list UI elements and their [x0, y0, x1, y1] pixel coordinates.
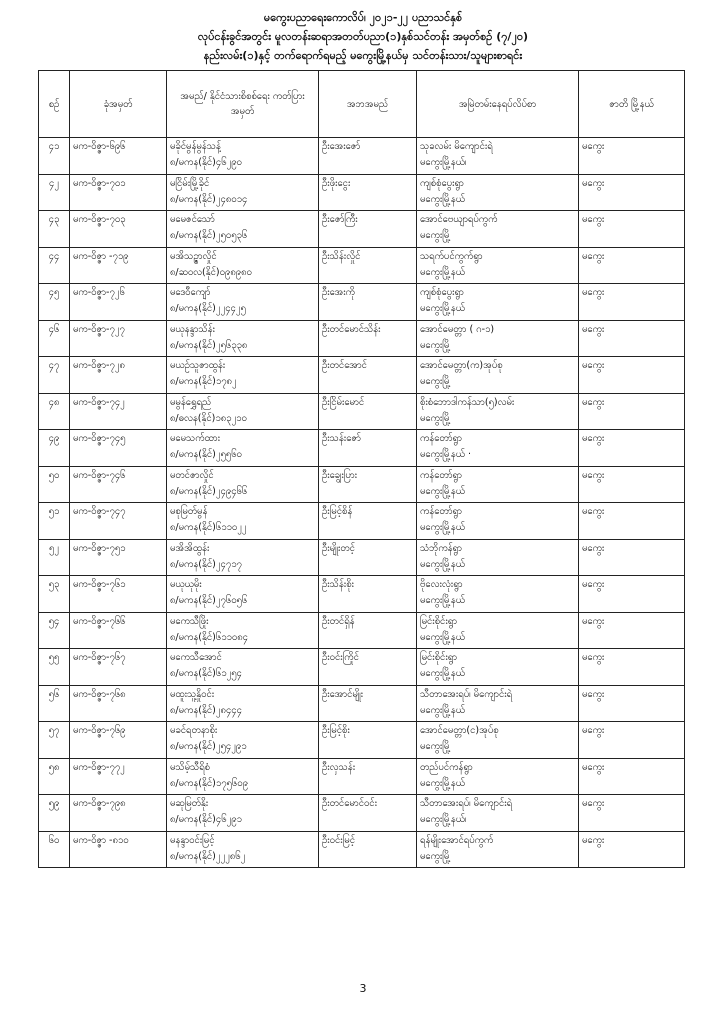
address-line-1: မြင်းစိုင်းရွာ [420, 615, 458, 627]
cell-serial-no: ၄၃ [39, 211, 70, 248]
cell-serial-no: ၅၉ [39, 795, 70, 832]
cell-seat-number: မက-ဝိဇ္ဇာ-၇၂၇ [70, 320, 167, 357]
table-header-row [39, 71, 685, 138]
nrc-number: ၈/မကန(နိုင်)၂၄၈၀၁၄ [170, 193, 248, 205]
nrc-number: ၈/မကန(နိုင်)၆၁၁၀၂၂ [170, 522, 247, 533]
cell-serial-no: ၄၂ [39, 174, 70, 211]
trainee-name: မယုယုမိုး [170, 579, 202, 590]
address-line-1: သံဘိုကန်ရွာ [420, 542, 462, 554]
table-row [39, 685, 685, 722]
nrc-number: ၈/မကန(နိုင်)၁၇၈၂ [170, 376, 237, 387]
trainee-name: မကေသီဖြိုး [170, 615, 209, 627]
table-body [39, 138, 685, 868]
header-line-2: လုပ်ငန်းခွင်အတွင်း မူလတန်းဆရာအတတ်ပညာ(၁)နှစ်သင်တန်း အမှတ်စဉ် (၇/၂၀) [197, 30, 529, 43]
nrc-number: ၈/မကန(နိုင်)၂၂၂၈၆၂ [170, 850, 246, 862]
cell-father-name: ဦးသိန်းစိုး [319, 576, 417, 613]
cell-address [417, 466, 579, 503]
header-line-3: နည်းလမ်း(၁)နှင့် တက်ရောက်ရမည့် မကွေးမြို့နယ်မှ သင်တန်းသား/သူများစာရင်း [203, 49, 523, 62]
cell-seat-number: မက-ဝိဇ္ဇာ-၇၂၈ [70, 357, 167, 394]
cell-serial-no: ၅၀ [39, 466, 70, 503]
cell-township: မကွေး [579, 795, 685, 832]
cell-serial-no: ၄၅ [39, 284, 70, 321]
address-line-1: အောင်မေတ္တာ(င)အုပ်စု [420, 725, 499, 736]
nrc-number: ၈/မကန(နိုင်)၄၆၂၉၀ [170, 157, 242, 168]
trainee-name: မတင်ဇာလှိုင် [170, 469, 214, 481]
address-line-1: ကန်တော်ရွာ [420, 506, 462, 517]
nrc-number: ၈/မကန(နိုင်)၆၁၂၅၄ [170, 668, 242, 679]
nrc-number: ၈/မကန(နိုင်)၂၈၄၄၄ [170, 704, 242, 716]
column-header-father: အဘအမည် [319, 71, 417, 138]
cell-seat-number: မက-ဝိဇ္ဇာ -၈၁၀ [70, 831, 167, 868]
address-line-1: သရက်ပင်ကွက်ရွာ [420, 250, 483, 262]
cell-name-nrc [167, 284, 319, 321]
trainee-name: မယဉ်သူဇာထွန်း [170, 360, 226, 371]
address-line-1: ရန်မျိုးအောင်ရပ်ကွက် [420, 834, 494, 846]
cell-name-nrc [167, 685, 319, 722]
address-line-1: ကျစ်စုံပွေးရွာ [420, 177, 464, 189]
nrc-number: ၈/မကန(နိုင်)၁၇၅၆၀၉ [170, 777, 248, 789]
cell-seat-number: မက-ဝိဇ္ဇာ-၇၆၉ [70, 722, 167, 759]
cell-address [417, 247, 579, 284]
cell-seat-number: မက-ဝိဇ္ဇာ-၇၀၁ [70, 174, 167, 211]
cell-address [417, 393, 579, 430]
cell-address [417, 758, 579, 795]
address-line-1: ကျစ်စုံပွေးရွာ [420, 287, 464, 298]
cell-father-name: ဦးမြင့်စိန် [319, 503, 417, 540]
cell-address [417, 795, 579, 832]
cell-address [417, 357, 579, 394]
address-line-2: မကွေးမြို့ [420, 376, 451, 387]
cell-father-name: ဦးအေးကို [319, 284, 417, 321]
cell-address [417, 612, 579, 649]
table-row [39, 393, 685, 430]
cell-father-name: ဦးမြင့်စိုး [319, 722, 417, 759]
cell-township: မကွေး [579, 649, 685, 686]
cell-address [417, 503, 579, 540]
cell-township: မကွေး [579, 393, 685, 430]
address-line-1: တည်ပင်ကန်ရွာ [420, 761, 473, 773]
cell-serial-no: ၅၈ [39, 758, 70, 795]
cell-address [417, 138, 579, 175]
cell-township: မကွေး [579, 357, 685, 394]
nrc-number: ၈/မကန(နိုင်)၂၂၄၄၂၅ [170, 303, 246, 314]
nrc-number: ၈/ဓလန(နိုင်)၁၈၃၂၁၀ [170, 412, 247, 424]
table-row [39, 284, 685, 321]
page-number: 3 [359, 982, 367, 995]
cell-name-nrc [167, 722, 319, 759]
address-line-1: သီတာအေးရပ်၊ မိကျောင်းရဲ [420, 798, 513, 809]
cell-township: မကွေး [579, 722, 685, 759]
cell-serial-no: ၅၁ [39, 503, 70, 540]
cell-name-nrc [167, 503, 319, 540]
cell-serial-no: ၅၇ [39, 722, 70, 759]
table-row [39, 722, 685, 759]
trainee-name: မစုမြတ်မွန် [170, 506, 208, 517]
table-row [39, 503, 685, 540]
address-line-1: ဗိုလေးလုံးရွာ [420, 579, 463, 590]
cell-father-name: ဦးဖိုးငွေး [319, 174, 417, 211]
trainee-name: မထူးသူ့နှိုဝင်း [170, 688, 215, 700]
cell-name-nrc [167, 320, 319, 357]
cell-township: မကွေး [579, 503, 685, 540]
cell-seat-number: မက-ဝိဇ္ဇာ-၇၉၈ [70, 795, 167, 832]
cell-father-name: ဦးသန်းဇော် [319, 430, 417, 467]
trainee-name: မငြိမ်းမြို့ခိုင် [170, 177, 210, 189]
table-row [39, 466, 685, 503]
address-line-2: မကွေးမြို့ [420, 412, 451, 424]
cell-father-name: ဦးအေးဇော် [319, 138, 417, 175]
table-row [39, 430, 685, 467]
address-line-2: မကွေးမြို့နယ် [420, 485, 465, 497]
cell-father-name: ဦးမျိုးတင့် [319, 539, 417, 576]
table-row [39, 211, 685, 248]
address-line-1: မြင်းစိုင်းရွာ [420, 652, 458, 663]
cell-father-name: ဦးတင်ရှိန် [319, 612, 417, 649]
address-line-2: မကွေးမြို့နယ် [420, 522, 465, 533]
address-line-2: မကွေးမြို့နယ် [420, 595, 465, 606]
nrc-number: ၈/မကန(နိုင်)၂၅၄၂၉၁ [170, 741, 247, 752]
cell-address [417, 685, 579, 722]
cell-name-nrc [167, 758, 319, 795]
trainee-table [38, 70, 685, 868]
trainee-name: မယုနန္ဒာသိန်း [170, 323, 215, 335]
cell-father-name: ဦးတင်အောင် [319, 357, 417, 394]
document-header [0, 8, 726, 65]
address-line-2: မကွေးမြို့နယ် [420, 558, 465, 570]
trainee-name: မခင်ရတနာစိုး [170, 725, 218, 736]
address-line-2: မကွေးမြို့ [420, 339, 451, 351]
trainee-name: မမေသက်ထား [170, 433, 220, 444]
nrc-number: ၈/ဆဝလ(နိုင်)၀၉၈၉၈၀ [170, 266, 252, 278]
cell-name-nrc [167, 247, 319, 284]
cell-father-name: ဦးလှသန်း [319, 758, 417, 795]
address-line-1: အောင်ဗေယျာရပ်ကွက် [420, 214, 498, 225]
cell-seat-number: မက-ဝိဇ္ဇာ-၇၄၇ [70, 503, 167, 540]
trainee-name: မကေသီအောင် [170, 652, 222, 663]
cell-seat-number: မက-ဝိဇ္ဇာ-၇၆၆ [70, 612, 167, 649]
column-header-address: အမြဲတမ်းနေရပ်လိပ်စာ [417, 71, 579, 138]
trainee-name: မမေဇင်သော် [170, 214, 215, 225]
cell-address [417, 722, 579, 759]
nrc-number: ၈/မကန(နိုင်)၄၆၂၉၁ [170, 814, 242, 825]
cell-township: မကွေး [579, 576, 685, 613]
nrc-number: ၈/မကန(နိုင်)၂၅၅၆၀ [170, 449, 242, 460]
trainee-name: မသိမ့်သီရိစံ [170, 761, 211, 773]
table-row [39, 247, 685, 284]
cell-address [417, 539, 579, 576]
cell-seat-number: မက-ဝိဇ္ဇာ-၇၄၆ [70, 466, 167, 503]
cell-serial-no: ၅၅ [39, 649, 70, 686]
cell-seat-number: မက-ဝိဇ္ဇာ-၇၇၂ [70, 758, 167, 795]
cell-serial-no: ၅၂ [39, 539, 70, 576]
cell-father-name: ဦးဝင်းမြင့် [319, 831, 417, 868]
table-row [39, 649, 685, 686]
cell-township: မကွေး [579, 758, 685, 795]
cell-serial-no: ၄၇ [39, 357, 70, 394]
table-row [39, 539, 685, 576]
cell-township: မကွေး [579, 174, 685, 211]
cell-address [417, 174, 579, 211]
column-header-no: စဉ် [39, 71, 70, 138]
cell-serial-no: ၄၈ [39, 393, 70, 430]
cell-name-nrc [167, 430, 319, 467]
cell-seat-number: မက-ဝိဇ္ဇာ-၇၅၁ [70, 539, 167, 576]
cell-name-nrc [167, 576, 319, 613]
cell-township: မကွေး [579, 685, 685, 722]
trainee-name: မခိုင်မွန်မွန်သန့် [170, 141, 221, 152]
address-line-2: မကွေးမြို့နယ် · [420, 449, 471, 460]
address-line-2: မကွေးမြို့နယ်၊ [420, 814, 467, 825]
cell-serial-no: ၄၉ [39, 430, 70, 467]
cell-township: မကွေး [579, 539, 685, 576]
address-line-2: မကွေးမြို့နယ် [420, 631, 465, 643]
cell-township: မကွေး [579, 138, 685, 175]
cell-name-nrc [167, 612, 319, 649]
cell-township: မကွေး [579, 612, 685, 649]
trainee-name: မအိသဉ္ဇာလှိုင် [170, 250, 217, 262]
cell-address [417, 320, 579, 357]
cell-serial-no: ၅၆ [39, 685, 70, 722]
column-header-reg: ခုံအမှတ် [70, 71, 167, 138]
cell-father-name: ဦးချွေးပြား [319, 466, 417, 503]
column-header-name-id: အမည်/ နိုင်ငံသားစိစစ်ရေး ကတ်ပြားအမှတ် [167, 71, 319, 138]
table-row [39, 357, 685, 394]
cell-seat-number: မက-ဝိဇ္ဇာ-၇၆၈ [70, 685, 167, 722]
cell-seat-number: မက-ဝိဇ္ဇာ -၇၁၉ [70, 247, 167, 284]
cell-serial-no: ၄၄ [39, 247, 70, 284]
cell-father-name: ဦးအောင်မျိုး [319, 685, 417, 722]
cell-address [417, 831, 579, 868]
cell-address [417, 649, 579, 686]
nrc-number: ၈/မကန(နိုင်)၆၁၁၀၈၄ [170, 631, 249, 643]
cell-name-nrc [167, 138, 319, 175]
cell-township: မကွေး [579, 320, 685, 357]
header-line-1: မကွေးပညာရေးကောလိပ်၊ ၂၀၂၁-၂၂ ပညာသင်နှစ် [263, 11, 463, 24]
cell-name-nrc [167, 831, 319, 868]
cell-township: မကွေး [579, 284, 685, 321]
address-line-2: မကွေးမြို့ [420, 741, 451, 752]
table-row [39, 576, 685, 613]
cell-father-name: ဦးငြိမ်းမောင် [319, 393, 417, 430]
trainee-name: မမွန်ရွှေရည် [170, 396, 212, 408]
cell-seat-number: မက-ဝိဇ္ဇာ-၆၉၆ [70, 138, 167, 175]
nrc-number: ၈/မကန(နိုင်)၂၄၉၄၆၆ [170, 485, 248, 497]
trainee-name: မဆုမြတ်နိုး [170, 798, 209, 809]
cell-seat-number: မက-ဝိဇ္ဇာ-၇၂၆ [70, 284, 167, 321]
cell-name-nrc [167, 211, 319, 248]
address-line-1: သီတာအေးရပ်၊ မိကျောင်းရဲ [420, 688, 513, 700]
cell-name-nrc [167, 466, 319, 503]
table-row [39, 320, 685, 357]
cell-seat-number: မက-ဝိဇ္ဇာ-၇၄၂ [70, 393, 167, 430]
cell-serial-no: ၄၆ [39, 320, 70, 357]
cell-name-nrc [167, 539, 319, 576]
address-line-2: မကွေးမြို့ [420, 850, 451, 862]
cell-father-name: ဦးဇော်ကြီး [319, 211, 417, 248]
address-line-1: သုခလမ်း မိကျောင်းရဲ [420, 141, 493, 152]
cell-name-nrc [167, 357, 319, 394]
cell-serial-no: ၆၀ [39, 831, 70, 868]
trainee-name: မနန္ဒာဝင်းမြင့် [170, 834, 215, 846]
trainee-name: မအိအိထွန်း [170, 542, 210, 554]
table-row [39, 138, 685, 175]
cell-father-name: ဦးသိန်းလှိုင် [319, 247, 417, 284]
cell-name-nrc [167, 174, 319, 211]
address-line-1: စိုးစံဘောဒါကန်သာ(၅)လမ်း [420, 396, 515, 408]
nrc-number: ၈/မကန(နိုင်)၂၅၀၅၃၆ [170, 230, 248, 241]
trainee-name: မဒေဝီကျော် [170, 287, 211, 298]
cell-name-nrc [167, 795, 319, 832]
address-line-2: မကွေးမြို့နယ်၊ [420, 157, 467, 168]
column-header-town: ဇာတိ မြို့နယ် [579, 71, 685, 138]
cell-seat-number: မက-ဝိဇ္ဇာ-၇၄၅ [70, 430, 167, 467]
table-row [39, 174, 685, 211]
address-line-1: အောင်မေတ္တာ(က)အုပ်စု [420, 360, 503, 371]
cell-seat-number: မက-ဝိဇ္ဇာ-၇၀၃ [70, 211, 167, 248]
cell-address [417, 211, 579, 248]
cell-father-name: ဦးဝင်းကြိုင် [319, 649, 417, 686]
address-line-2: မကွေးမြို့နယ် [420, 266, 465, 278]
cell-address [417, 284, 579, 321]
cell-name-nrc [167, 393, 319, 430]
cell-address [417, 430, 579, 467]
address-line-1: ကန်တော်ရွာ [420, 469, 462, 481]
address-line-2: မကွေးမြို့နယ် [420, 303, 465, 314]
table-row [39, 795, 685, 832]
cell-father-name: ဦးတင်မောင်ဝင်း [319, 795, 417, 832]
cell-seat-number: မက-ဝိဇ္ဇာ-၇၆၇ [70, 649, 167, 686]
nrc-number: ၈/မကန(နိုင်)၂၄၇၁၇ [170, 558, 242, 570]
cell-serial-no: ၅၃ [39, 576, 70, 613]
cell-seat-number: မက-ဝိဇ္ဇာ-၇၆၁ [70, 576, 167, 613]
table-row [39, 612, 685, 649]
address-line-1: ကန်တော်ရွာ [420, 433, 462, 444]
nrc-number: ၈/မကန(နိုင်)၂၇၆၀၅၆ [170, 595, 248, 606]
cell-township: မကွေး [579, 211, 685, 248]
address-line-2: မကွေးမြို့နယ် [420, 704, 465, 716]
address-line-2: မကွေးမြို့ [420, 230, 451, 241]
cell-serial-no: ၄၁ [39, 138, 70, 175]
address-line-2: မကွေးမြို့နယ် [420, 777, 465, 789]
table-row [39, 758, 685, 795]
cell-township: မကွေး [579, 247, 685, 284]
table-row [39, 831, 685, 868]
cell-township: မကွေး [579, 466, 685, 503]
nrc-number: ၈/မကန(နိုင်)၂၅၆၃၃၈ [170, 339, 248, 351]
cell-father-name: ဦးတင်မောင်သိန်း [319, 320, 417, 357]
cell-serial-no: ၅၄ [39, 612, 70, 649]
cell-township: မကွေး [579, 831, 685, 868]
cell-name-nrc [167, 649, 319, 686]
cell-address [417, 576, 579, 613]
address-line-1: အောင်မေတ္တာ ( ဂ-၁) [420, 323, 495, 335]
cell-township: မကွေး [579, 430, 685, 467]
address-line-2: မကွေးမြို့နယ် [420, 668, 465, 679]
address-line-2: မကွေးမြို့နယ် [420, 193, 465, 205]
